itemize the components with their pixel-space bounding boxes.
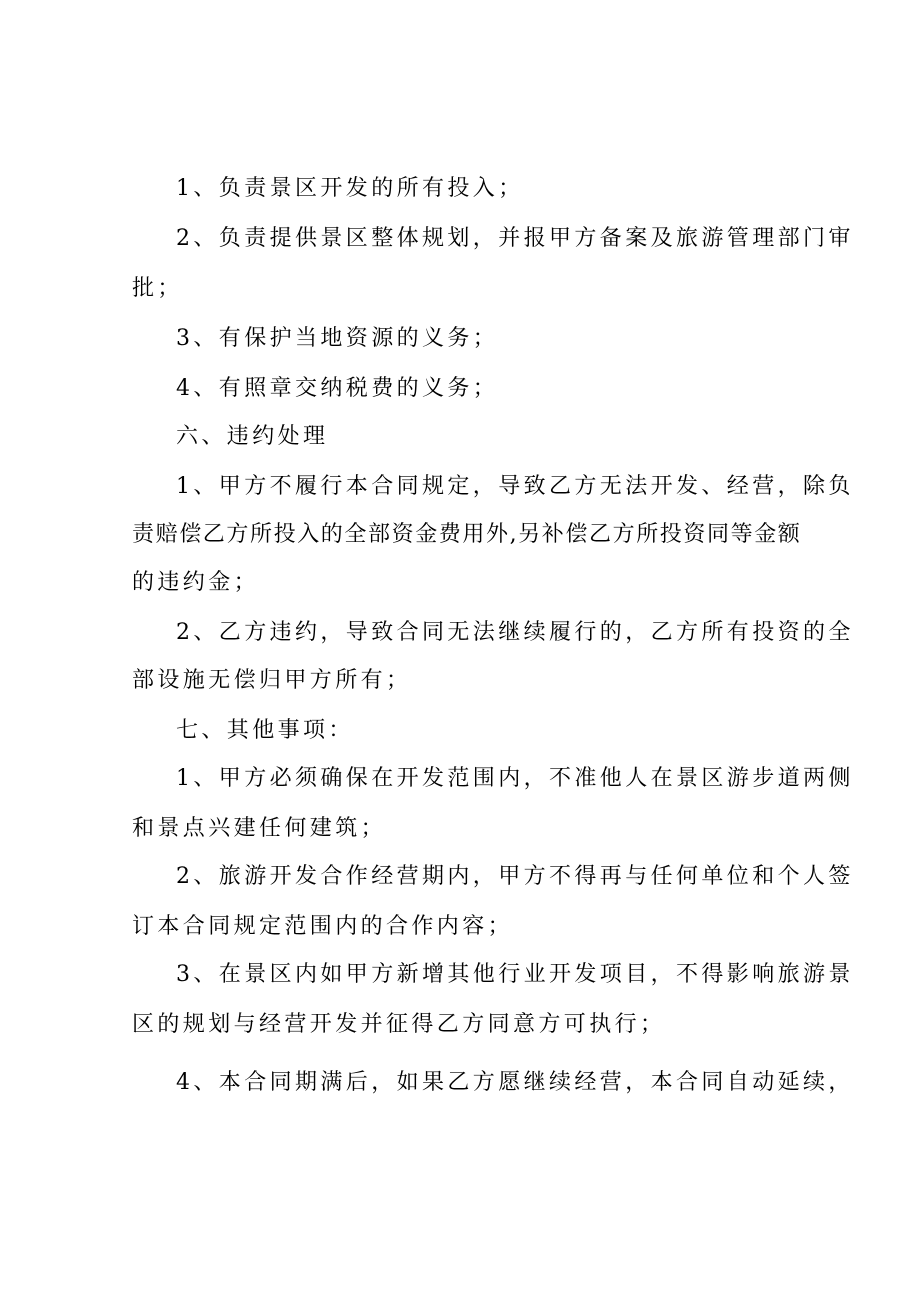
text-line: 4、本合同期满后，如果乙方愿继续经营，本合同自动延续，: [176, 1070, 854, 1095]
text-line: 区的规划与经营开发并征得乙方同意方可执行；: [132, 1012, 666, 1037]
text-line: 1、甲方不履行本合同规定，导致乙方无法开发、经营，除负: [176, 474, 854, 499]
section-heading: 七、其他事项：: [176, 718, 354, 743]
text-line: 1、负责景区开发的所有投入；: [176, 176, 524, 201]
text-line: 2、乙方违约，导致合同无法继续履行的，乙方所有投资的全: [176, 620, 854, 645]
section-heading: 六、违约处理: [176, 424, 329, 449]
text-line: 和景点兴建任何建筑；: [132, 816, 387, 841]
text-line: 3、在景区内如甲方新增其他行业开发项目，不得影响旅游景: [176, 962, 854, 987]
text-line: 订本合同规定范围内的合作内容；: [132, 914, 514, 939]
text-line: 的违约金；: [132, 570, 260, 595]
text-line: 1、甲方必须确保在开发范围内，不准他人在景区游步道两侧: [176, 766, 854, 791]
text-line: 责赔偿乙方所投入的全部资金费用外,另补偿乙方所投资同等金额: [132, 522, 802, 547]
text-line: 部设施无偿归甲方所有；: [132, 668, 412, 693]
text-line: 2、负责提供景区整体规划，并报甲方备案及旅游管理部门审: [176, 226, 854, 251]
text-line: 批；: [132, 276, 183, 301]
text-line: 4、有照章交纳税费的义务；: [176, 376, 499, 401]
text-line: 3、有保护当地资源的义务；: [176, 326, 499, 351]
text-line: 2、旅游开发合作经营期内，甲方不得再与任何单位和个人签: [176, 864, 854, 889]
